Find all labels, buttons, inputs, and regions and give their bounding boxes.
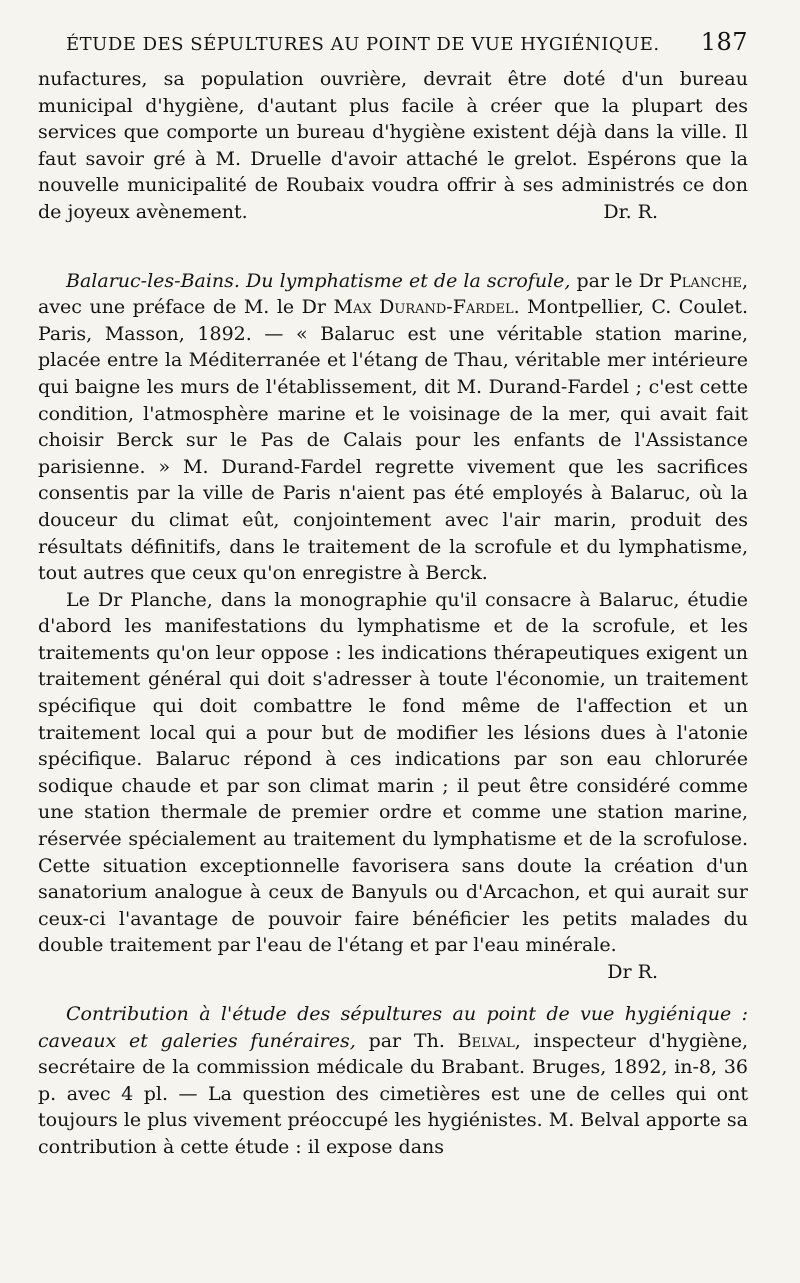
paragraph-text: nufactures, sa population ouvrière, devrait être doté d'un bureau municipal d'hygiène, d'autant plus facile à créer que la plupart des services que comporte un bureau d'hygiène existent déjà dans la ville. Il faut savoir gré à M. Druelle d'avoir attaché le grelot. Espérons que la nouvelle municipalité de Roubaix voudra offrir à ses administrés ce don de joyeux avènement.	[38, 68, 748, 223]
signature: Dr. R.	[603, 200, 658, 223]
paragraph-text: Le Dr Planche, dans la monographie qu'il consacre à Balaruc, étudie d'abord les manifestations du lymphatisme et de la scrofule, et les traitements qu'on leur oppose : les indications thérapeutiques exigent un traitement général qui doit s'adresser à toute l'économie, un traitement spécifique qui doit combattre le fond même de l'affection et un traitement local qui a pour but de modifier les lésions dues à l'atonie spécifique. Balaruc répond à ces indications par son eau chlorurée sodique chaude et par son climat marin ; il peut être considéré comme une station thermale de premier ordre et comme une station marine, réservée spécialement au traitement du lymphatisme et de la scrofulose. Cette situation exceptionnelle favorisera sans doute la création d'un sanatorium analogue à ceux de Banyuls ou d'Arcachon, et qui aurait sur ceux-ci l'avantage de pouvoir faire bénéficier les petits malades du double traitement par l'eau de l'étang et par l'eau minérale.	[38, 588, 748, 957]
document-page	[38, 28, 748, 1161]
review-connector: par Th.	[355, 1029, 458, 1052]
review-author: Belval	[457, 1029, 515, 1052]
review-author: Planche	[668, 269, 742, 292]
signature: Dr R.	[607, 961, 658, 983]
paragraph-druelle	[38, 66, 748, 226]
paragraph-planche	[38, 587, 748, 983]
review-body: . Montpellier, C. Coulet. Paris, Masson, 1892. — « Balaruc est une véritable station marine, placée entre la Méditerranée et l'étang de Thau, véritable mer intérieure qui baigne les murs de l'établissement, dit M. Durand-Fardel ; c'est cette condition, l'atmosphère marine et le voisinage de la mer, qui avait fait choisir Berck sur le Pas de Calais pour les enfants de l'Assistance parisienne. » M. Durand-Fardel regrette vivement que les sacrifices consentis par la ville de Paris n'aient pas été employés à Balaruc, où la douceur du climat eût, conjointement avec l'air marin, produit des résultats définitifs, dans le traitement de la scrofule et du lymphatisme, tout autres que ceux qu'on enregistre à Berck.	[38, 296, 748, 585]
review-connector-2: , avec une préface de M. le Dr	[38, 269, 748, 319]
page-number: 187	[700, 28, 748, 56]
review-belval	[38, 1001, 748, 1161]
section-gap	[38, 226, 748, 250]
review-balaruc	[38, 268, 748, 587]
review-connector: par le Dr	[570, 269, 669, 292]
review-title: Balaruc-les-Bains. Du lymphatisme et de la scrofule,	[66, 269, 571, 292]
running-header	[38, 28, 748, 56]
review-title: Contribution à l'étude des sépultures au point de vue hygiénique : caveaux et galeries funéraires,	[38, 1003, 748, 1052]
preface-author: Max Durand-Fardel	[333, 296, 514, 319]
review-body: , inspecteur d'hygiène, secrétaire de la commission médicale du Brabant. Bruges, 1892, in-8, 36 p. avec 4 pl. — La question des cimetières est une de celles qui ont toujours le plus vivement préoccupé les hygiénistes. M. Belval apporte sa contribution à cette étude : il expose dans	[38, 1029, 749, 1158]
running-title: ÉTUDE DES SÉPULTURES AU POINT DE VUE HYGIÉNIQUE.	[66, 34, 660, 55]
